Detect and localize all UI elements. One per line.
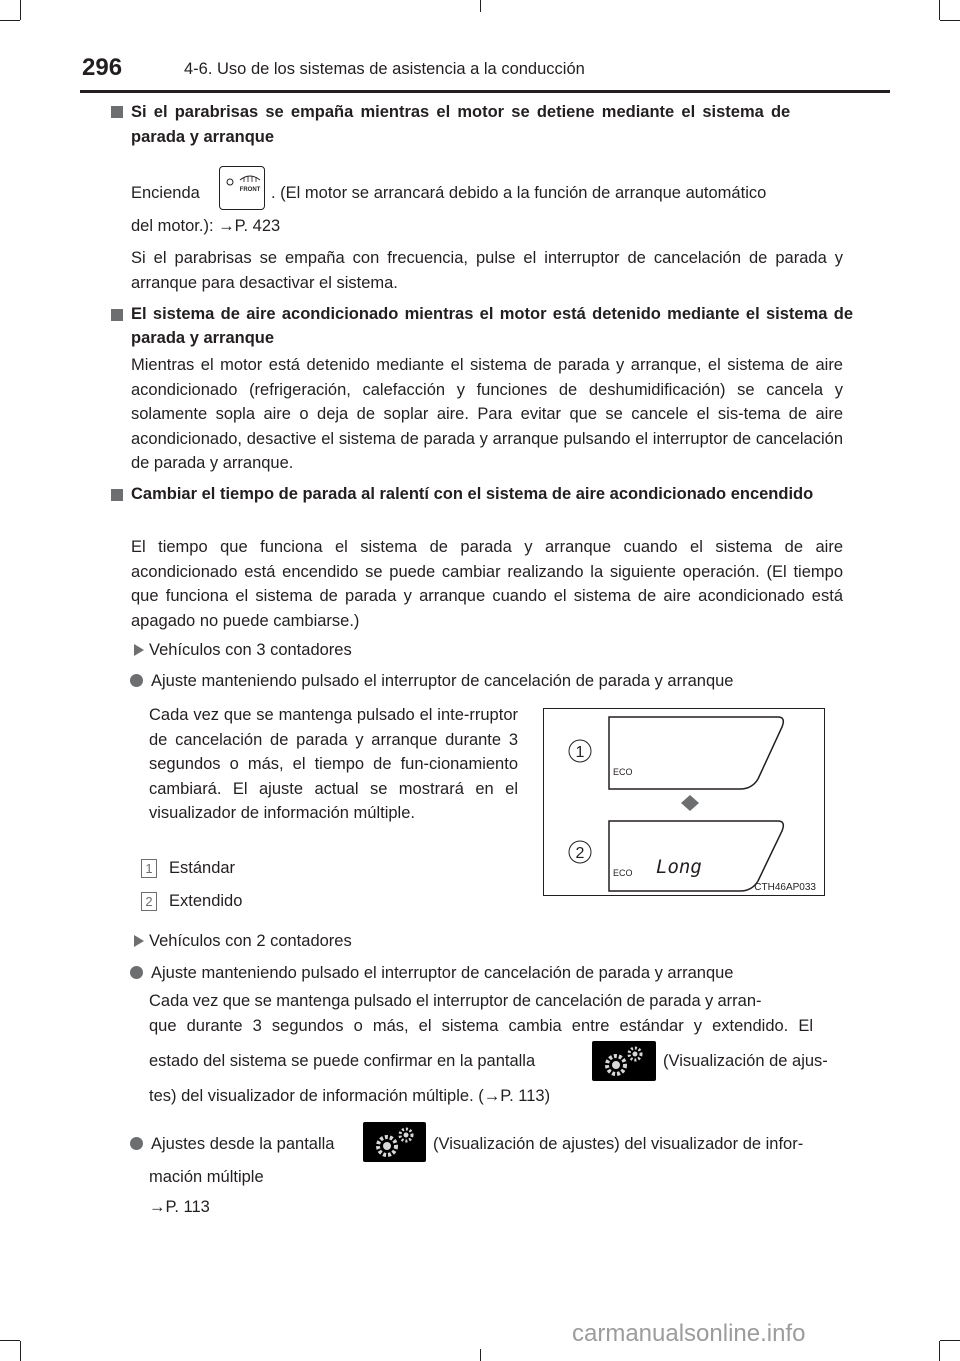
section-heading: Si el parabrisas se empaña mientras el motor se detiene mediante el sistema de [131, 103, 791, 121]
paragraph-text: El tiempo que funciona el sistema de parada y arranque cuando el sistema de aire acondicionado está encendido se puede cambiar realizando la siguiente operación. (El tiempo que funciona el sistema de parada y arranque cuando el sistema de aire acondicionado está apagado no puede cambiarse.) [131, 538, 843, 630]
heading-square-icon [111, 106, 123, 118]
crop-mark [940, 1340, 960, 1341]
callout-number: 2 [575, 845, 585, 862]
paragraph-text: estado del sistema se puede confirmar en la pantalla [149, 1052, 536, 1070]
paragraph-text: Cada vez que se mantenga pulsado el interruptor de cancelación de parada y arran- [149, 992, 762, 1010]
heading-square-icon [111, 309, 123, 321]
circle-bullet-icon [130, 674, 143, 687]
paragraph-text: tes) del visualizador de información múltiple. (→P. 113) [149, 1087, 551, 1105]
settings-gear-icon [592, 1041, 656, 1081]
paragraph-text: (Visualización de ajus- [663, 1052, 828, 1070]
section-heading: El sistema de aire acondicionado mientras el motor está detenido mediante el sistema de parada y arranque [131, 305, 853, 347]
heading-square-icon [111, 489, 123, 501]
chapter-title: 4-6. Uso de los sistemas de asistencia a la conducción [184, 60, 585, 78]
header-rule [80, 90, 890, 93]
page-header [80, 52, 888, 92]
paragraph-text: . (El motor se arrancará debido a la función de arranque automático [271, 184, 767, 202]
crop-mark [939, 0, 940, 20]
button-icon-label: FRONT [239, 187, 261, 193]
vehicle-type-label: Vehículos con 3 contadores [149, 641, 352, 659]
crop-mark [20, 0, 21, 20]
crop-mark [480, 0, 481, 12]
watermark: carmanualsonline.info [572, 1320, 806, 1347]
item-label: Extendido [169, 892, 243, 910]
front-defroster-button-icon [219, 166, 265, 210]
item-label: Estándar [169, 859, 236, 877]
section-heading: parada y arranque [131, 128, 275, 146]
paragraph-text: que durante 3 segundos o más, el sistema cambia entre estándar y extendido. El [149, 1017, 814, 1035]
paragraph-text: Encienda [131, 184, 200, 202]
circle-bullet-icon [130, 966, 143, 979]
bullet-text: Ajustes desde la pantalla [151, 1135, 335, 1153]
eco-label: ECO [613, 767, 633, 777]
figure-code: CTH46AP033 [754, 882, 816, 893]
bullet-text: (Visualización de ajustes) del visualizador de infor- [433, 1135, 804, 1153]
item-number-badge: 2 [141, 892, 157, 911]
paragraph-text: Si el parabrisas se empaña con frecuencia, pulse el interruptor de cancelación de parada y arranque para desactivar el sistema. [131, 249, 843, 292]
triangle-bullet-icon [134, 644, 144, 656]
circle-bullet-icon [130, 1137, 143, 1150]
triangle-bullet-icon [134, 935, 144, 947]
bullet-text: mación múltiple [149, 1168, 264, 1186]
section-heading: Cambiar el tiempo de parada al ralentí con el sistema de aire acondicionado encendido [131, 485, 814, 503]
page-reference: →P. 113 [149, 1198, 210, 1216]
paragraph-text: Mientras el motor está detenido mediante el sistema de parada y arranque, el sistema de aire acondicionado (refrigeración, calefacción y funciones de deshumidificación) se cancela y solamente sopla aire o deja de soplar aire. Para evitar que se cancele el sis-tema de aire acondicionado, desactive el sistema de parada y arranque pulsando el interruptor de cancelación de parada y arranque. [131, 356, 843, 472]
crop-mark [939, 1341, 940, 1361]
paragraph-text: Cada vez que se mantenga pulsado el inte-rruptor de cancelación de parada y arranque durante 3 segundos o más, el tiempo de fun-cionamiento cambiará. El ajuste actual se mostrará en el visualizador de información múltiple. [149, 706, 518, 823]
long-mode-text: Long [656, 856, 702, 878]
display-illustration [543, 708, 825, 896]
crop-mark [0, 20, 20, 21]
bullet-text: Ajuste manteniendo pulsado el interruptor de cancelación de parada y arranque [151, 672, 734, 690]
settings-gear-icon [363, 1122, 426, 1162]
page-number: 296 [82, 54, 123, 81]
callout-number: 1 [575, 744, 585, 761]
paragraph-text: del motor.): →P. 423 [131, 217, 281, 235]
crop-mark [480, 1349, 481, 1361]
item-number-badge: 1 [141, 859, 157, 878]
crop-mark [0, 1340, 20, 1341]
crop-mark [940, 20, 960, 21]
vehicle-type-label: Vehículos con 2 contadores [149, 932, 352, 950]
crop-mark [20, 1341, 21, 1361]
bullet-text: Ajuste manteniendo pulsado el interruptor de cancelación de parada y arranque [151, 964, 734, 982]
switch-arrow-icon [681, 795, 699, 811]
eco-label: ECO [613, 868, 633, 878]
